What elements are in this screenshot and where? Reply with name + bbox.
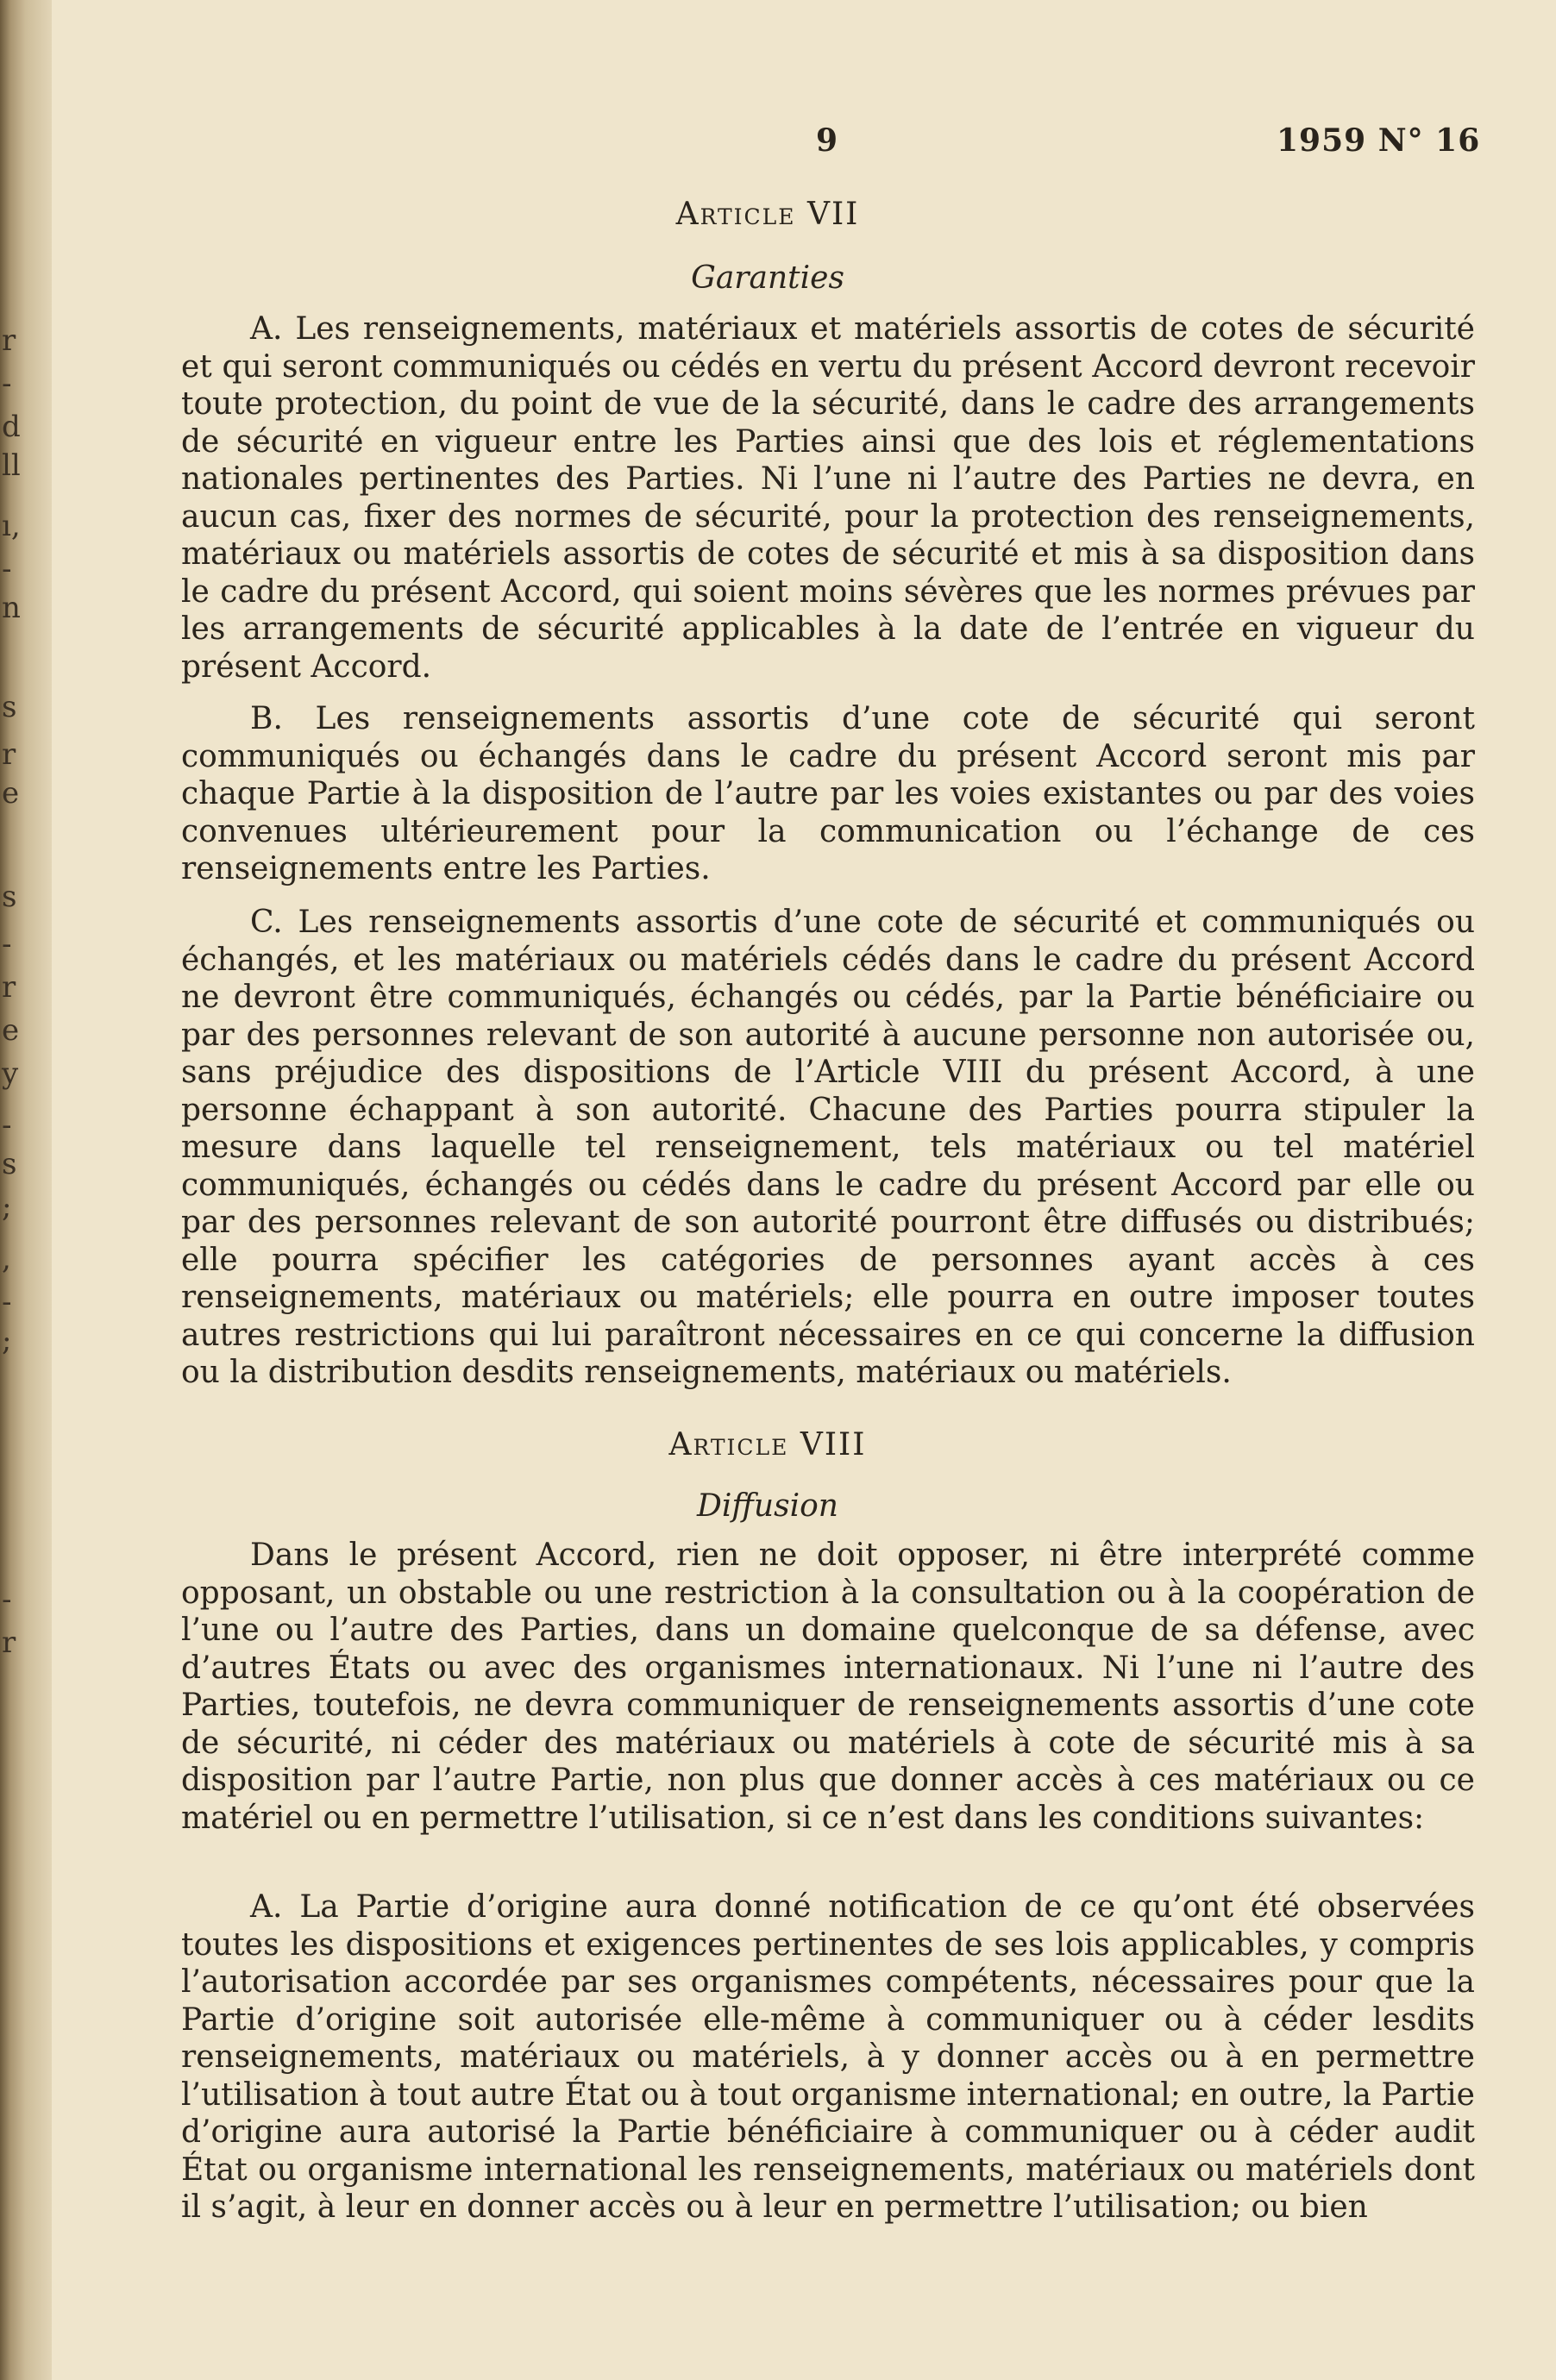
article-8-title: Article VIII — [668, 1427, 867, 1462]
gutter-fragment: - — [2, 366, 12, 401]
gutter-fragment: ı, — [2, 509, 21, 543]
article-7-paragraph-b: B. Les renseignements assortis d’une cote de sécurité qui seront communiqués ou échangés dans le cadre du présent Accord seront mis par chaque Partie à la disposition de l’autre par les voies existantes ou par des voies convenues ultérieurement pour la communication ou l’échange de ces renseignements entre les Parties. — [181, 701, 1475, 886]
article-7-subtitle: Garanties — [691, 260, 844, 296]
article-7-paragraph-a: A. Les renseignements, matériaux et matériels assortis de cotes de sécurité et qui seront communiqués ou cédés en vertu du présent Accord devront recevoir toute protection, du point de vue de la sécurité, dans le cadre des arrangements de sécurité en vigueur entre les Parties ainsi que des lois et réglementations nationales pertinentes des Parties. Ni l’une ni l’autre des Parties ne devra, en aucun cas, fixer des normes de sécurité, pour la protection des renseignements, matériaux ou matériels assortis de cotes de sécurité et mis à sa disposition dans le cadre du présent Accord, qui soient moins sévères que les normes prévues par les arrangements de sécurité applicables à la date de l’entrée en vigueur du présent Accord. — [181, 311, 1475, 685]
article-8-subtitle: Diffusion — [697, 1488, 838, 1524]
gutter-fragment: r — [2, 323, 16, 358]
gutter-fragment: e — [2, 776, 20, 811]
gutter-fragment: ; — [2, 1190, 12, 1224]
gutter-fragment: - — [2, 1285, 12, 1319]
page-number: 9 — [816, 122, 838, 159]
gutter-fragment: r — [2, 737, 16, 772]
gutter-fragment: y — [2, 1056, 19, 1091]
gutter-fragment: s — [2, 690, 17, 724]
facing-page-edge-text — [0, 0, 19, 2380]
gutter-fragment: - — [2, 1582, 12, 1617]
gutter-fragment: r — [2, 970, 16, 1005]
gutter-fragment: s — [2, 880, 17, 914]
gutter-fragment: - — [2, 552, 12, 586]
article-7-paragraph-c: C. Les renseignements assortis d’une cote de sécurité et communiqués ou échangés, et les matériaux ou matériels cédés dans le cadre du présent Accord ne devront être communiqués, échangés ou cédés, par la Partie bénéficiaire ou par des personnes relevant de son autorité à aucune personne non autorisée ou, sans préjudice des dispositions de l’Article VIII du présent Accord, à une personne échappant à son autorité. Chacune des Parties pourra stipuler la mesure dans laquelle tel renseignement, tels matériaux ou tel matériel communiqués, échangés ou cédés dans le cadre du présent Accord par elle ou par des personnes relevant de son autorité pourront être diffusés ou distribués; elle pourra spécifier les catégories de personnes ayant accès à ces renseignements, matériaux ou matériels; elle pourra en outre imposer toutes autres restrictions qui lui paraîtront nécessaires en ce qui concerne la diffusion ou la distribution desdits renseignements, matériaux ou matériels. — [181, 905, 1475, 1390]
gutter-fragment: e — [2, 1013, 20, 1048]
gutter-fragment: ; — [2, 1324, 12, 1358]
gutter-fragment: - — [2, 927, 12, 961]
gutter-fragment: - — [2, 1108, 12, 1143]
article-7-title: Article VII — [675, 197, 860, 232]
issue-reference: 1959 N° 16 — [1277, 122, 1481, 159]
gutter-fragment: r — [2, 1625, 16, 1660]
document-page — [52, 0, 1556, 2380]
gutter-fragment: d — [2, 410, 21, 444]
article-8-paragraph-a: A. La Partie d’origine aura donné notification de ce qu’ont été observées toutes les dispositions et exigences pertinentes de ses lois applicables, y compris l’autorisation accordée par ses organismes compétents, nécessaires pour que la Partie d’origine soit autorisée elle-même à communiquer ou à céder lesdits renseignements, matériaux ou matériels, à y donner accès ou à en permettre l’utilisation à tout autre État ou à tout organisme international; en outre, la Partie d’origine aura autorisé la Partie bénéficiaire à communiquer ou à céder audit État ou organisme international les renseignements, matériaux ou matériels dont il s’agit, à leur en donner accès ou à leur en permettre l’utilisation; ou bien — [181, 1889, 1475, 2225]
gutter-fragment: ll — [2, 448, 21, 483]
gutter-fragment: n — [2, 591, 21, 625]
gutter-fragment: , — [2, 1242, 11, 1276]
article-8-paragraph-intro: Dans le présent Accord, rien ne doit opposer, ni être interprété comme opposant, un obstable ou une restriction à la consultation ou à la coopération de l’une ou l’autre des Parties, dans un domaine quelconque de sa défense, avec d’autres États ou avec des organismes internationaux. Ni l’une ni l’autre des Parties, toutefois, ne devra communiquer de renseignements assortis d’une cote de sécurité, ni céder des matériaux ou matériels à cote de sécurité mis à sa disposition par l’autre Partie, non plus que donner accès à ces matériaux ou ce matériel ou en permettre l’utilisation, si ce n’est dans les conditions suivantes: — [181, 1538, 1475, 1836]
gutter-fragment: s — [2, 1147, 17, 1181]
